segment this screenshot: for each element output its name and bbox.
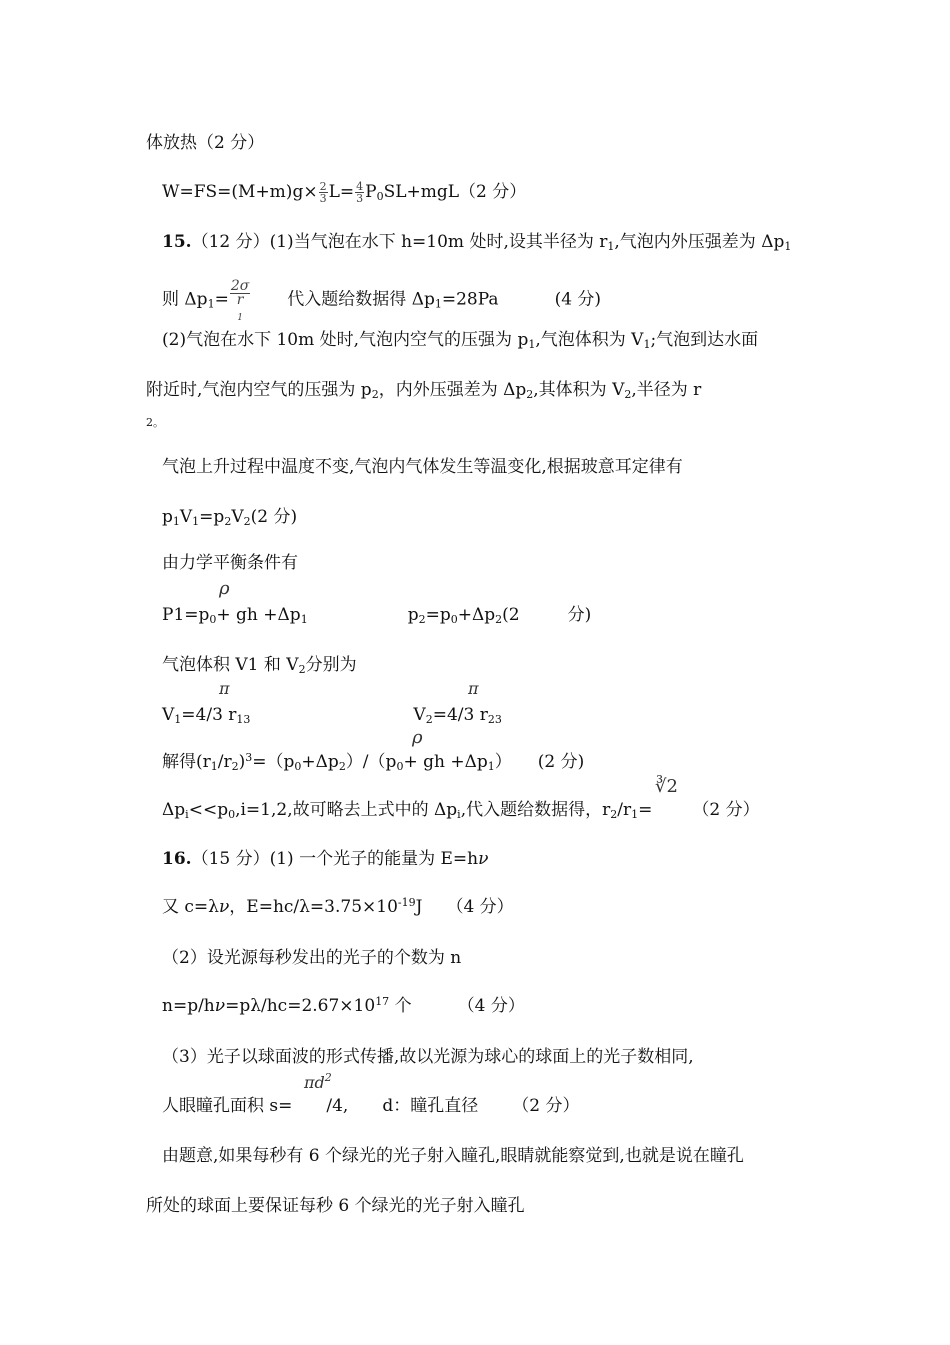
pupil-area-expression: $\pi d^2$: [304, 1071, 332, 1092]
line-20: （3）光子以球面波的形式传播,故以光源为球心的球面上的光子数相同,: [162, 1047, 694, 1067]
line-14-solution: 解得$(r_1/r_2)^3=(p_0+\Delta p_2)/(p_0+$ gh $+\Delta p_1$） (2 分): [162, 751, 585, 773]
line-11-pressures: $P1=p_0+$ gh $+\Delta p_1$ $p_2=p_0+\Delta p_2(2$ 分): [162, 605, 592, 626]
text: L=: [328, 182, 355, 202]
problem-number-16: 16.: [162, 849, 192, 869]
rho-symbol: ρ: [219, 578, 230, 599]
line-16-problem-16: 16.（15 分）(1) 一个光子的能量为 E=hν: [162, 849, 489, 869]
line-7: 2。: [146, 416, 164, 429]
line-12: 气泡体积 V1 和 $V_2$分别为: [162, 655, 357, 676]
line-18: （2）设光源每秒发出的光子的个数为 n: [162, 948, 462, 968]
line-17: 又 c=λν，$E=hc/\lambda=3.75\times 10^{-19}J$ （4 分）: [162, 896, 514, 917]
line-1: [146, 131, 264, 155]
problem-number-15: 15.: [162, 232, 192, 252]
rho-symbol-2: ρ: [412, 727, 423, 748]
line-13-volumes: $V_1=4/3$ $r_{13}$ $V_2=4/3$ $r_{23}$: [162, 705, 502, 726]
line-23: 所处的球面上要保证每秒 6 个绿光的光子射入瞳孔: [146, 1196, 525, 1216]
pi-symbol-2: π: [468, 679, 479, 698]
line-2-work-formula: W=FS=(M+m)g× $\frac{2}{3}$ L= $\frac{4}{3}$ $P_0SL+mgL(2$ 分）: [162, 180, 527, 205]
line-5: (2)气泡在水下 10m 处时,气泡内空气的压强为 $p_1$,气泡体积为 $V_1$;气泡到达水面: [162, 330, 759, 351]
line-19: $n=p/h\nu=p\lambda/hc=2.67\times 10^{17}$ 个 （4 分）: [162, 995, 525, 1016]
line-6: 附近时,气泡内空气的压强为 $p_2$，内外压强差为 $\Delta p_2$,其体积为 $V_2$,半径为 r: [146, 380, 702, 401]
line-10: 由力学平衡条件有: [162, 553, 298, 573]
line-4: 则 $\Delta p_1=$ 2σ r $_1$ 代入题给数据得 $\Delta p_1=28Pa$ (4 分): [162, 278, 602, 323]
pi-symbol-1: π: [219, 679, 230, 698]
fraction-2sigma-over-r1: 2σ r $_1$: [230, 278, 250, 323]
line-3-problem-15: 15.（12 分）(1)当气泡在水下 h=10m 处时,设其半径为 $r_1$,气泡内外压强差为 $\Delta p_1$: [162, 232, 792, 253]
line-15-approximation: $\Delta p_i<<p_0,i=1,2$,故可略去上式中的 $\Delta p_i$,代入题给数据得，$r_2/r_1= (2$ 分）: [162, 800, 760, 821]
text: W=FS=(M+m)g×: [162, 182, 318, 202]
fraction-four-thirds: $\frac{4}{3}$: [356, 180, 364, 205]
cube-root-two: ∛2: [655, 776, 678, 797]
line-8: 气泡上升过程中温度不变,气泡内气体发生等温变化,根据玻意耳定律有: [162, 457, 683, 477]
line-22: 由题意,如果每秒有 6 个绿光的光子射入瞳孔,眼睛就能察觉到,也就是说在瞳孔: [162, 1146, 744, 1166]
line-21: 人眼瞳孔面积 s= /4, d：瞳孔直径 （2 分）: [162, 1096, 580, 1116]
text: 体放热（2 分）: [146, 133, 265, 153]
fraction-two-thirds: $\frac{2}{3}$: [319, 180, 327, 205]
line-9-boyle-law: $p_1V_1=p_2V_2(2$ 分): [162, 507, 298, 528]
